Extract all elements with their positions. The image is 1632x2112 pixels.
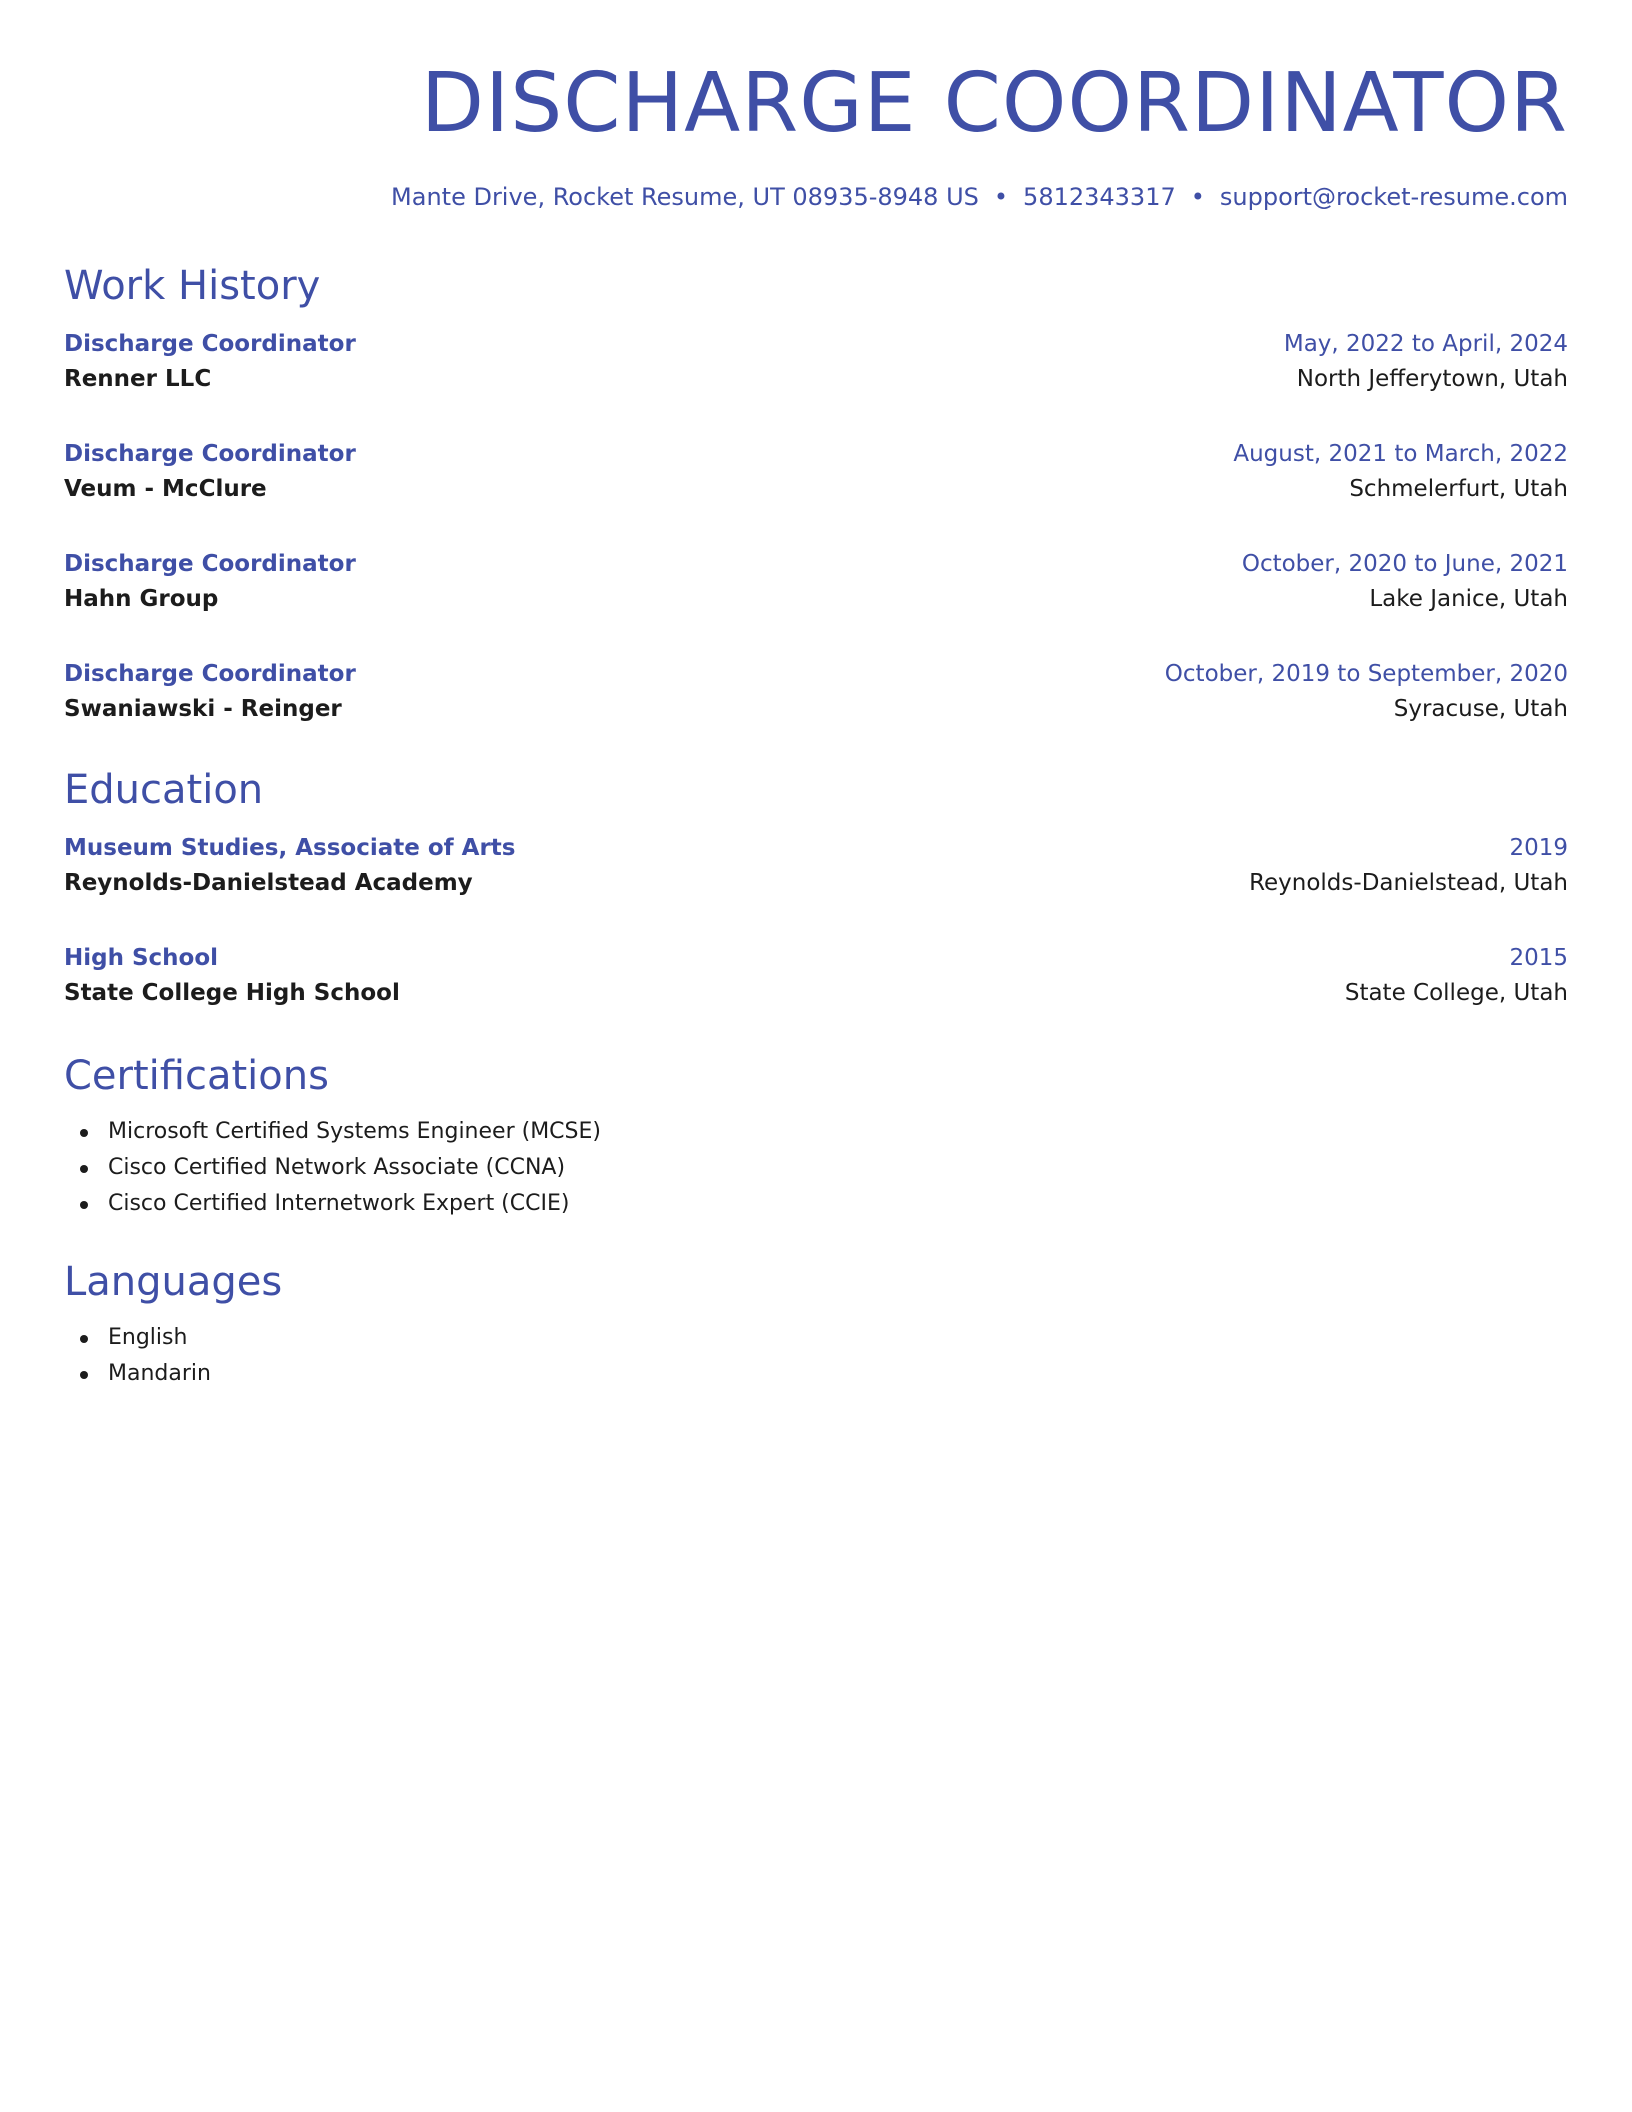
email-link[interactable]: support@rocket-resume.com — [1219, 183, 1568, 211]
job-location: North Jefferytown, Utah — [1296, 366, 1568, 392]
section-heading: Certifications — [64, 1053, 329, 1099]
certifications-list — [64, 1114, 1568, 1222]
separator-dot: • — [993, 183, 1009, 211]
education-entry — [64, 942, 1568, 1012]
section-heading: Languages — [64, 1259, 283, 1305]
list-item: Cisco Certified Network Associate (CCNA) — [64, 1150, 1568, 1186]
job-dates: October, 2019 to September, 2020 — [1164, 661, 1568, 687]
school-name: State College High School — [64, 980, 400, 1006]
job-role: Discharge Coordinator — [64, 661, 356, 687]
list-item: Cisco Certified Internetwork Expert (CCIE) — [64, 1186, 1568, 1222]
languages-section — [64, 1258, 1568, 1392]
work-entry — [64, 548, 1568, 618]
degree: Museum Studies, Associate of Arts — [64, 835, 516, 861]
school-name: Reynolds-Danielstead Academy — [64, 870, 473, 896]
section-heading: Work History — [64, 263, 321, 309]
job-location: Syracuse, Utah — [1393, 696, 1568, 722]
languages-list — [64, 1320, 1568, 1392]
job-role: Discharge Coordinator — [64, 551, 356, 577]
degree: High School — [64, 945, 219, 971]
work-history-section — [64, 262, 1568, 728]
job-role: Discharge Coordinator — [64, 441, 356, 467]
job-location: Lake Janice, Utah — [1369, 586, 1568, 612]
phone: 5812343317 — [1023, 183, 1176, 211]
resume-header — [64, 0, 1568, 212]
graduation-year: 2015 — [1509, 945, 1568, 971]
job-role: Discharge Coordinator — [64, 331, 356, 357]
company-name: Veum - McClure — [64, 476, 267, 502]
education-entry — [64, 832, 1568, 902]
company-name: Hahn Group — [64, 586, 219, 612]
work-entry — [64, 658, 1568, 728]
list-item: Microsoft Certified Systems Engineer (MCSE) — [64, 1114, 1568, 1150]
work-entry — [64, 328, 1568, 398]
list-item: English — [64, 1320, 1568, 1356]
job-dates: August, 2021 to March, 2022 — [1233, 441, 1568, 467]
certifications-section — [64, 1052, 1568, 1222]
work-entry — [64, 438, 1568, 508]
address: Mante Drive, Rocket Resume, UT 08935-8948 US — [391, 183, 979, 211]
resume-page — [64, 0, 1568, 1386]
company-name: Swaniawski - Reinger — [64, 696, 342, 722]
list-item: Mandarin — [64, 1356, 1568, 1392]
page-title: DISCHARGE COORDINATOR — [420, 56, 1568, 151]
job-location: Schmelerfurt, Utah — [1349, 476, 1568, 502]
school-location: State College, Utah — [1344, 980, 1568, 1006]
job-dates: October, 2020 to June, 2021 — [1241, 551, 1568, 577]
company-name: Renner LLC — [64, 366, 212, 392]
school-location: Reynolds-Danielstead, Utah — [1249, 870, 1568, 896]
job-dates: May, 2022 to April, 2024 — [1283, 331, 1568, 357]
section-heading: Education — [64, 767, 264, 813]
graduation-year: 2019 — [1509, 835, 1568, 861]
education-section — [64, 766, 1568, 1012]
separator-dot: • — [1190, 183, 1205, 211]
contact-line — [64, 182, 1568, 212]
